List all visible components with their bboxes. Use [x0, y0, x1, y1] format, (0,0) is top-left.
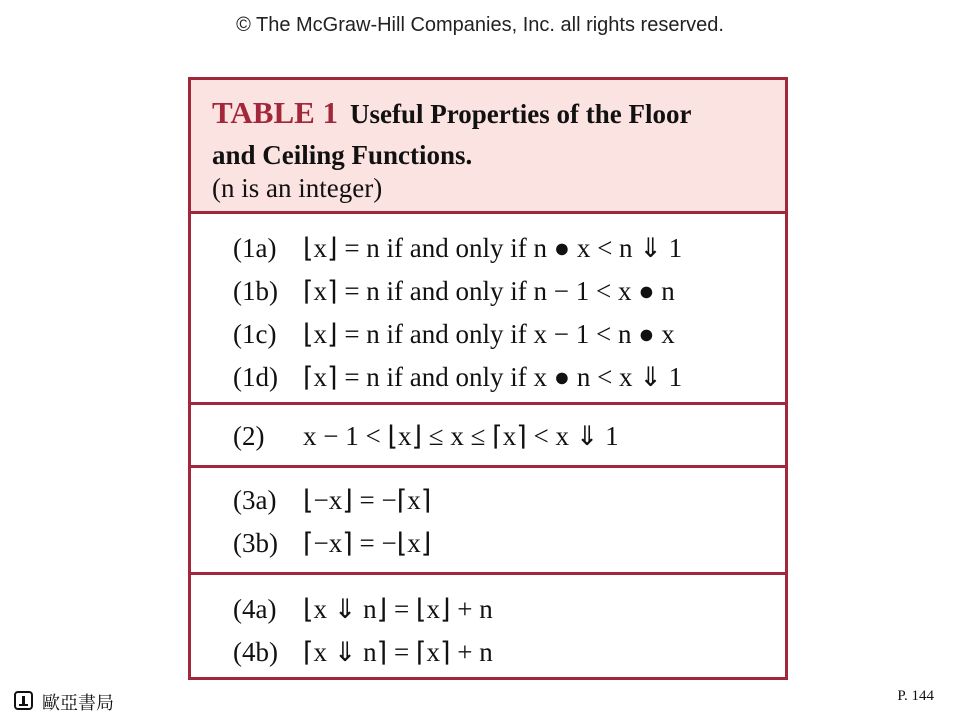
row-formula: ⌊−x⌋ = −⌈x⌉ [303, 485, 432, 515]
row-label: (4a) [233, 594, 277, 624]
row-label: (1a) [233, 233, 277, 263]
row-label: (3a) [233, 485, 277, 515]
table-title-line2: and Ceiling Functions. [212, 140, 473, 170]
row-label: (1c) [233, 319, 277, 349]
row-label: (2) [233, 421, 265, 451]
row-formula: ⌈x⌉ = n if and only if n − 1 < x ● n [303, 276, 675, 306]
row-label: (1b) [233, 276, 278, 306]
row-formula: ⌈−x⌉ = −⌊x⌋ [303, 528, 432, 558]
table-title-line1: Useful Properties of the Floor [350, 99, 692, 129]
row-label: (4b) [233, 637, 278, 667]
page-number: P. 144 [897, 688, 934, 704]
publisher-name: 歐亞書局 [42, 693, 114, 714]
table-section-3 [191, 468, 785, 575]
table-row [233, 356, 785, 399]
row-formula: ⌈x⌉ = n if and only if x ● n < x ⇓ 1 [303, 362, 683, 392]
row-formula: x − 1 < ⌊x⌋ ≤ x ≤ ⌈x⌉ < x ⇓ 1 [303, 421, 619, 451]
table-row [233, 313, 785, 356]
table-row [233, 415, 785, 458]
table-row [233, 588, 785, 631]
row-label: (1d) [233, 362, 278, 392]
table-subtitle: (n is an integer) [212, 173, 383, 203]
table-section-2 [191, 405, 785, 468]
properties-table [188, 77, 788, 680]
table-section-1 [191, 214, 785, 405]
row-formula: ⌊x⌋ = n if and only if n ● x < n ⇓ 1 [303, 233, 683, 263]
table-label: TABLE 1 [212, 95, 339, 130]
table-row [233, 270, 785, 313]
table-section-4 [191, 575, 785, 683]
row-formula: ⌈x ⇓ n⌉ = ⌈x⌉ + n [303, 637, 493, 667]
row-formula: ⌊x ⇓ n⌋ = ⌊x⌋ + n [303, 594, 493, 624]
row-label: (3b) [233, 528, 278, 558]
table-row [233, 522, 785, 565]
publisher-logo-icon [14, 691, 33, 710]
row-formula: ⌊x⌋ = n if and only if x − 1 < n ● x [303, 319, 675, 349]
table-header [191, 80, 785, 214]
copyright-notice: © The McGraw-Hill Companies, Inc. all rights reserved. [236, 14, 724, 36]
table-row [233, 479, 785, 522]
table-row [233, 631, 785, 674]
table-row [233, 227, 785, 270]
